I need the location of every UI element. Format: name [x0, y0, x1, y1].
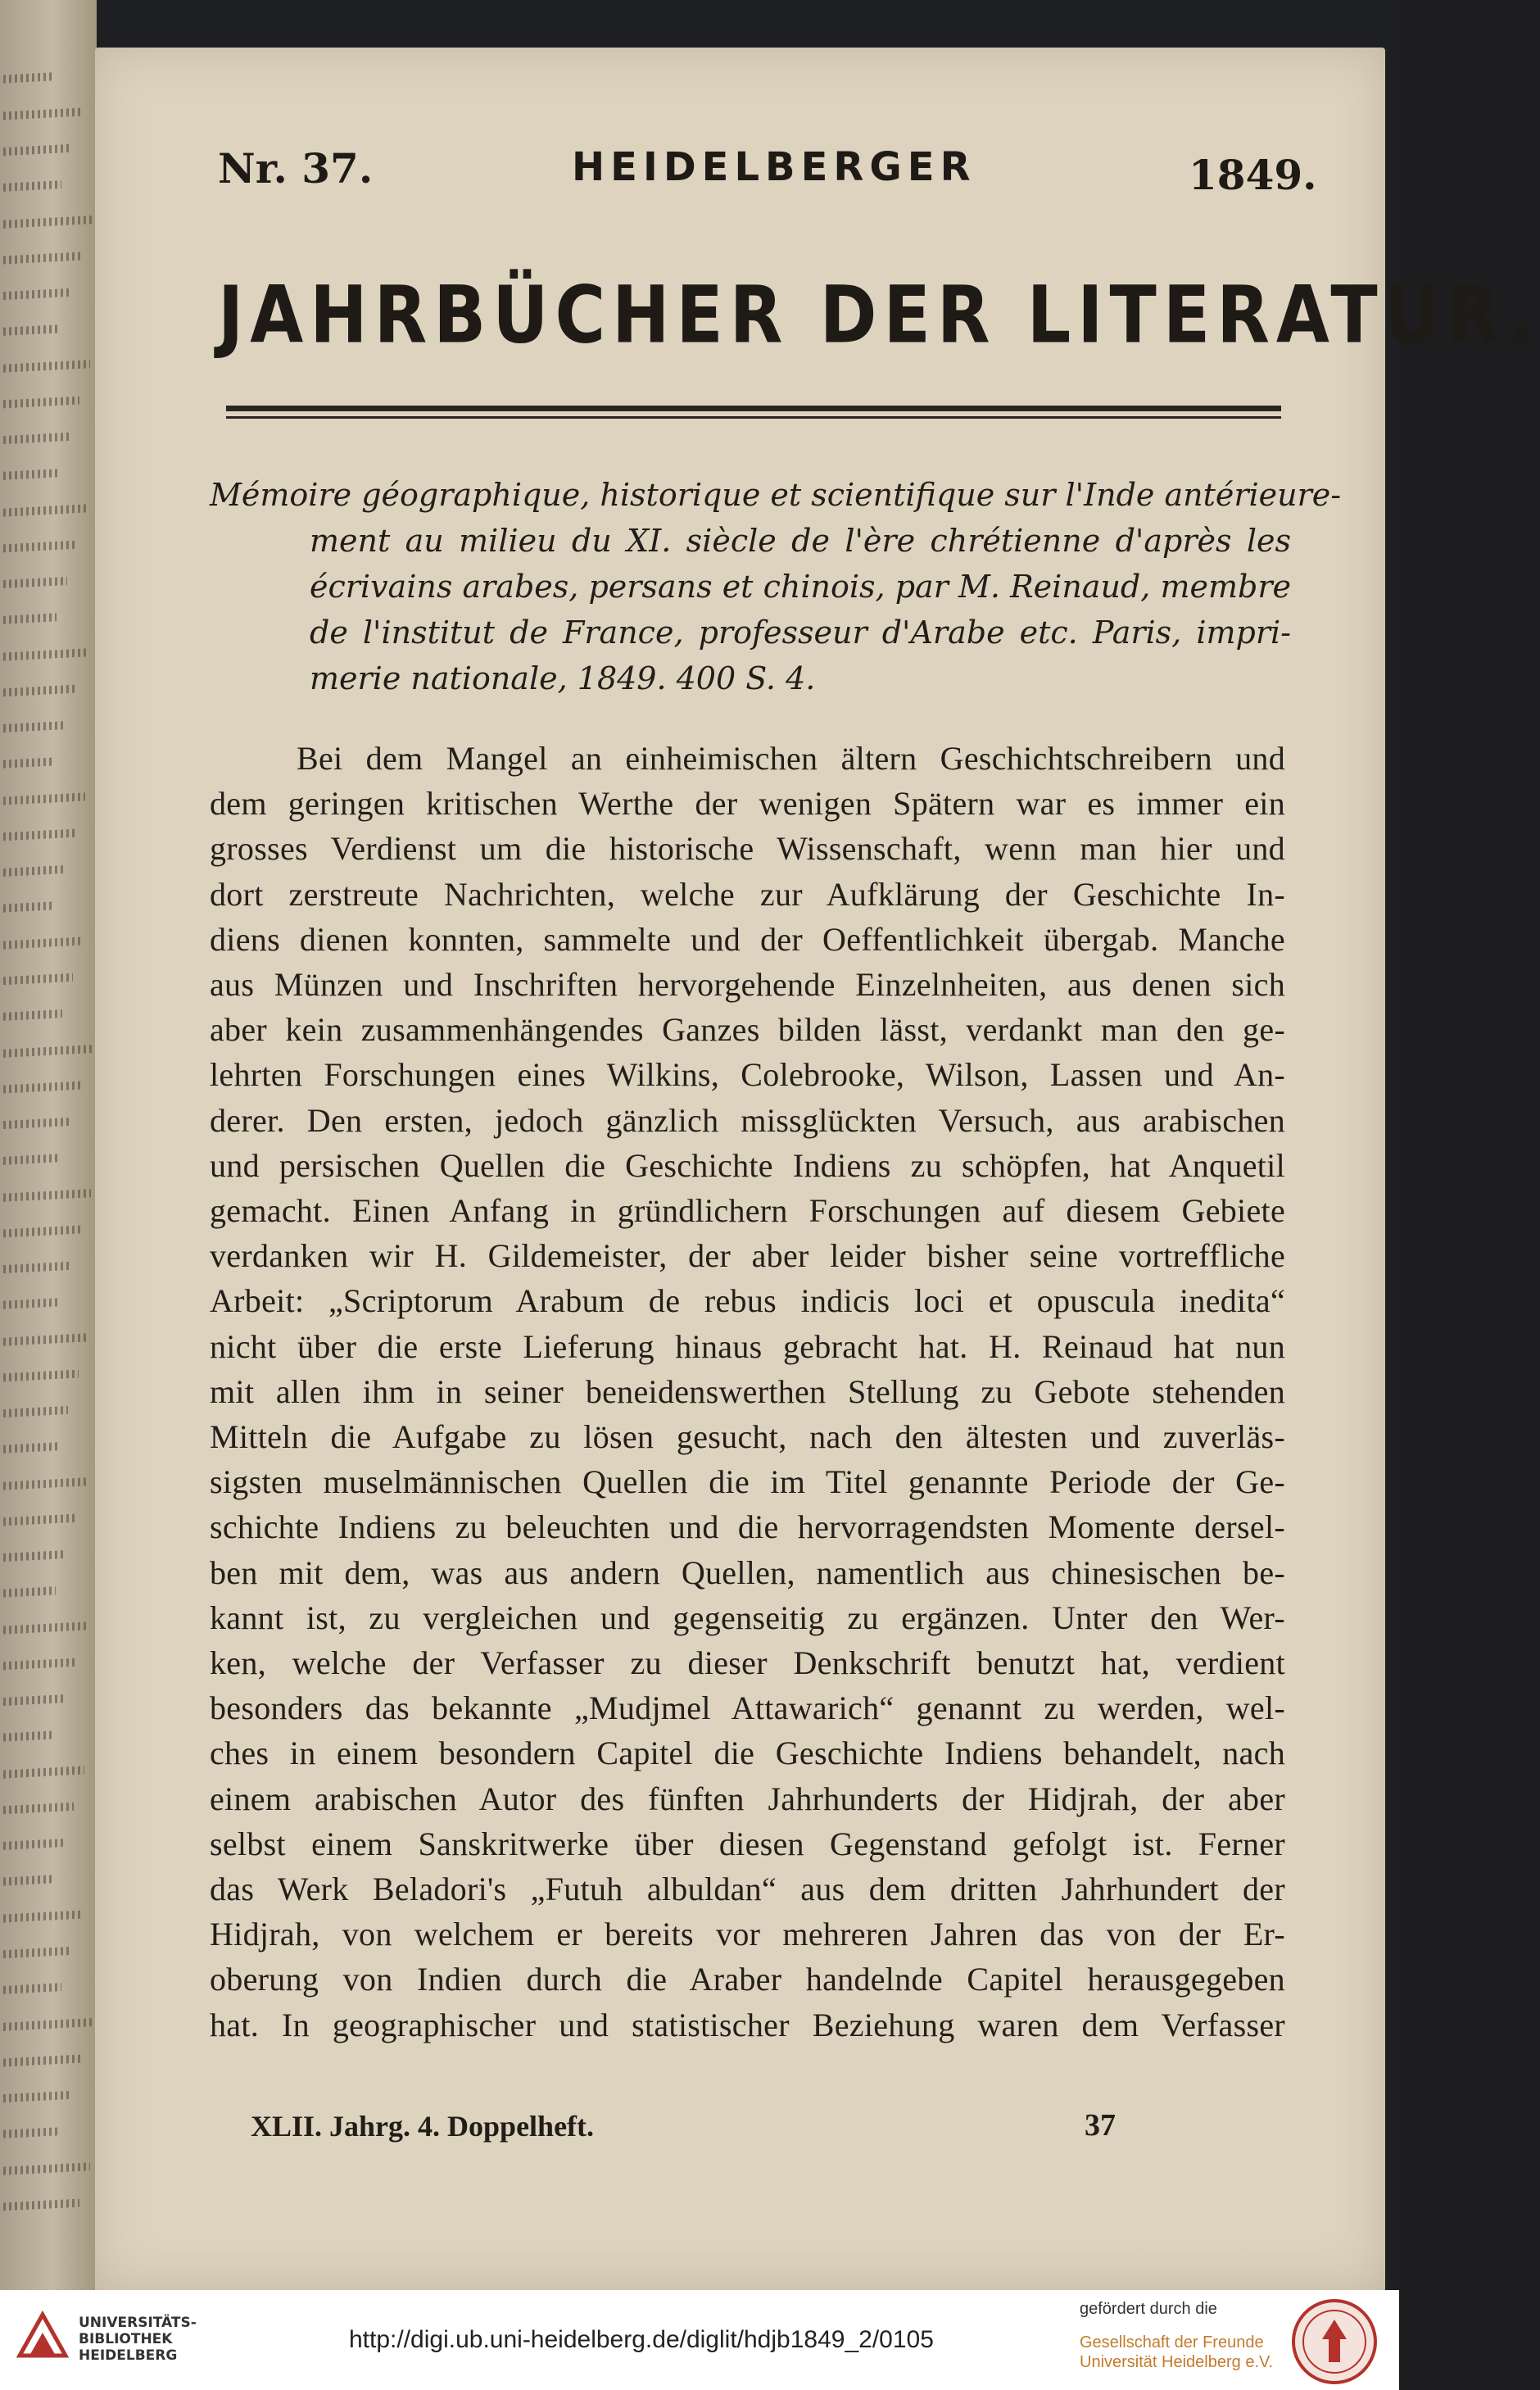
- body-line: und persischen Quellen die Geschichte Indiens zu schöpfen, hat Anquetil: [210, 1146, 1285, 1184]
- body-line: Arbeit: „Scriptorum Arabum de rebus indicis loci et opuscula inedita“: [210, 1282, 1285, 1320]
- sponsor-name-line: Universität Heidelberg e.V.: [1080, 2353, 1274, 2371]
- facing-page-text-fragment: [3, 1298, 59, 1309]
- facing-page-text-fragment: [3, 72, 52, 83]
- facing-page-text-fragment: [3, 1839, 63, 1850]
- body-line: oberung von Indien durch die Araber handelnde Capitel herausgegeben: [210, 1961, 1285, 1998]
- facing-page-text-fragment: [3, 829, 75, 841]
- facing-page-text-fragment: [3, 1514, 77, 1526]
- facing-page-text-fragment: [3, 1730, 54, 1741]
- facing-page-text-fragment: [3, 144, 72, 156]
- facing-page-text-fragment: [3, 1118, 71, 1129]
- citation-line: Mémoire géographique, historique et scientifique sur l'Inde antérieure-: [210, 477, 1342, 513]
- facing-page-text-fragment: [3, 107, 83, 120]
- review-body: [210, 736, 1285, 2048]
- body-line: ken, welche der Verfasser zu dieser Denkschrift benutzt hat, verdient: [210, 1644, 1285, 1682]
- sponsor-name-line: Gesellschaft der Freunde: [1080, 2333, 1264, 2351]
- body-line: besonders das bekannte „Mudjmel Attawarich“ genannt zu werden, wel-: [210, 1689, 1285, 1727]
- facing-page-text-fragment: [3, 648, 87, 660]
- body-line: Bei dem Mangel an einheimischen ältern Geschichtschreibern und: [297, 740, 1285, 777]
- body-line: Hidjrah, von welchem er bereits vor mehreren Jahren das von der Er-: [210, 1916, 1285, 1953]
- body-line: aber kein zusammenhängendes Ganzes bilden lässt, verdankt man den ge-: [210, 1011, 1285, 1049]
- reviewed-work-citation: [210, 472, 1342, 701]
- facing-page-text-fragment: [3, 1442, 57, 1453]
- library-name: [79, 2315, 197, 2364]
- body-line: derer. Den ersten, jedoch gänzlich missglückten Versuch, aus arabischen: [210, 1101, 1285, 1139]
- university-seal-icon: [1289, 2297, 1379, 2387]
- facing-page-text-fragment: [3, 1370, 79, 1382]
- library-logo-icon: [13, 2306, 72, 2365]
- facing-page-text-fragment: [3, 1694, 65, 1706]
- facing-page-text-fragment: [3, 1910, 83, 1922]
- facing-page-text-fragment: [3, 2055, 81, 2067]
- facing-page-text-fragment: [3, 2018, 92, 2031]
- facing-page-text-fragment: [3, 973, 73, 985]
- digitization-banner: [0, 2290, 1399, 2390]
- facing-page-text-fragment: [3, 215, 92, 229]
- citation-line: de l'institut de France, professeur d'Arabe etc. Paris, impri-: [310, 615, 1291, 651]
- body-line: grosses Verdienst um die historische Wissenschaft, wenn man hier und: [210, 830, 1285, 868]
- facing-page-text-fragment: [3, 397, 79, 409]
- citation-line: écrivains arabes, persans et chinois, par M. Reinaud, membre: [310, 569, 1291, 605]
- facing-page-text-fragment: [3, 2091, 70, 2102]
- body-line: sigsten muselmännischen Quellen die im Titel genannte Periode der Ge-: [210, 1463, 1285, 1501]
- facing-page-text-fragment: [3, 757, 55, 768]
- body-line: hat. In geographischer und statistischer Beziehung waren dem Verfasser: [210, 2006, 1285, 2043]
- facing-page-text-fragment: [3, 1875, 52, 1885]
- sponsor-name: [1080, 2333, 1273, 2372]
- facing-page-text-fragment: [3, 1189, 91, 1202]
- facing-page-text-fragment: [3, 1586, 56, 1597]
- facing-page-text-fragment: [3, 1477, 88, 1490]
- source-url-link[interactable]: http://digi.ub.uni-heidelberg.de/diglit/hdjb1849_2/0105: [349, 2326, 934, 2353]
- book-page: [95, 48, 1540, 2290]
- body-line: gemacht. Einen Anfang in gründlichern Forschungen auf diesem Gebiete: [210, 1192, 1285, 1230]
- facing-page-text-fragment: [3, 792, 85, 805]
- body-line: nicht über die erste Lieferung hinaus gebracht hat. H. Reinaud hat nun: [210, 1327, 1285, 1365]
- library-name-line: HEIDELBERG: [79, 2347, 178, 2364]
- facing-page-text-fragment: [3, 1621, 86, 1634]
- body-line: mit allen ihm in seiner beneidenswerthen Stellung zu Gebote stehenden: [210, 1372, 1285, 1410]
- facing-page-text-fragment: [3, 2162, 90, 2175]
- facing-page-text-fragment: [3, 613, 57, 624]
- publication-year: 1849.: [1189, 151, 1317, 199]
- library-name-line: UNIVERSITÄTS-: [79, 2315, 197, 2331]
- facing-page-text-fragment: [3, 1406, 68, 1417]
- header-rule-thick: [226, 406, 1281, 411]
- body-line: lehrten Forschungen eines Wilkins, Colebrooke, Wilson, Lassen und An-: [210, 1056, 1285, 1094]
- facing-page-text-fragment: [3, 1045, 93, 1058]
- page-number: 37: [1085, 2108, 1116, 2143]
- facing-page-text-fragment: [3, 433, 69, 444]
- facing-page-text-fragment: [3, 577, 67, 588]
- facing-page-text-fragment: [3, 685, 76, 697]
- body-line: ben mit dem, was aus andern Quellen, namentlich aus chinesischen be-: [210, 1553, 1285, 1591]
- facing-page-text-fragment: [3, 1009, 62, 1021]
- facing-page-text-fragment: [3, 1262, 70, 1273]
- body-line: das Werk Beladori's „Futuh albuldan“ aus dem dritten Jahrhundert der: [210, 1871, 1285, 1908]
- facing-page-text-fragment: [3, 180, 61, 192]
- body-line: verdanken wir H. Gildemeister, der aber leider bisher seine vortreffliche: [210, 1237, 1285, 1275]
- body-line: ches in einem besondern Capitel die Geschichte Indiens behandelt, nach: [210, 1735, 1285, 1772]
- body-line: diens dienen konnten, sammelte und der Oeffentlichkeit übergab. Manche: [210, 920, 1285, 958]
- body-line: dort zerstreute Nachrichten, welche zur Aufklärung der Geschichte In-: [210, 875, 1285, 913]
- citation-line: ment au milieu du XI. siècle de l'ère chrétienne d'après les: [310, 523, 1291, 559]
- facing-page-text-fragment: [3, 721, 66, 732]
- library-name-line: BIBLIOTHEK: [79, 2331, 173, 2347]
- facing-page-text-fragment: [3, 865, 64, 877]
- sponsor-note: gefördert durch die: [1080, 2300, 1217, 2318]
- body-line: Mitteln die Aufgabe zu lösen gesucht, nach den ältesten und zuverläs-: [210, 1418, 1285, 1456]
- facing-page-text-fragment: [3, 1983, 61, 1994]
- facing-page-text-fragment: [3, 901, 53, 912]
- body-line: schichte Indiens zu beleuchten und die hervorragendsten Momente dersel-: [210, 1508, 1285, 1546]
- body-line: selbst einem Sanskritwerke über diesen Gegenstand gefolgt ist. Ferner: [210, 1825, 1285, 1862]
- facing-page-text-fragment: [3, 1947, 72, 1958]
- facing-page-text-fragment: [3, 1226, 80, 1238]
- facing-page-text-fragment: [3, 469, 58, 480]
- issue-number: Nr. 37.: [218, 144, 374, 193]
- facing-page-text-fragment: [3, 252, 81, 265]
- facing-page-edge: [0, 0, 97, 2290]
- facing-page-text-fragment: [3, 541, 78, 553]
- facing-page-text-fragment: [3, 936, 84, 949]
- header-rule-thin: [226, 416, 1281, 419]
- facing-page-text-fragment: [3, 1333, 89, 1346]
- facing-page-text-fragment: [3, 1550, 66, 1562]
- footer-signature: XLII. Jahrg. 4. Doppelheft.: [251, 2110, 595, 2143]
- facing-page-text-fragment: [3, 288, 70, 300]
- facing-page-text-fragment: [3, 2199, 79, 2211]
- body-line: einem arabischen Autor des fünften Jahrhunderts der Hidjrah, der aber: [210, 1780, 1285, 1817]
- body-line: dem geringen kritischen Werthe der wenigen Spätern war es immer ein: [210, 785, 1285, 823]
- facing-page-text-fragment: [3, 1766, 84, 1778]
- facing-page-text-fragment: [3, 2127, 60, 2138]
- facing-page-text-fragment: [3, 1803, 74, 1815]
- facing-page-text-fragment: [3, 1658, 75, 1671]
- facing-page-text-fragment: [3, 1154, 61, 1165]
- facing-page-text-fragment: [3, 1081, 82, 1093]
- body-line: kannt ist, zu vergleichen und gegenseitig zu ergänzen. Unter den Wer-: [210, 1599, 1285, 1636]
- facing-page-text-fragment: [3, 504, 88, 516]
- body-line: aus Münzen und Inschriften hervorgehende Einzelnheiten, aus denen sich: [210, 966, 1285, 1004]
- journal-title: JAHRBÜCHER DER LITERATUR.: [218, 269, 1540, 361]
- facing-page-text-fragment: [3, 324, 60, 336]
- facing-page-text-fragment: [3, 360, 90, 373]
- citation-line: merie nationale, 1849. 400 S. 4.: [310, 660, 816, 696]
- header-title: HEIDELBERGER: [572, 144, 976, 190]
